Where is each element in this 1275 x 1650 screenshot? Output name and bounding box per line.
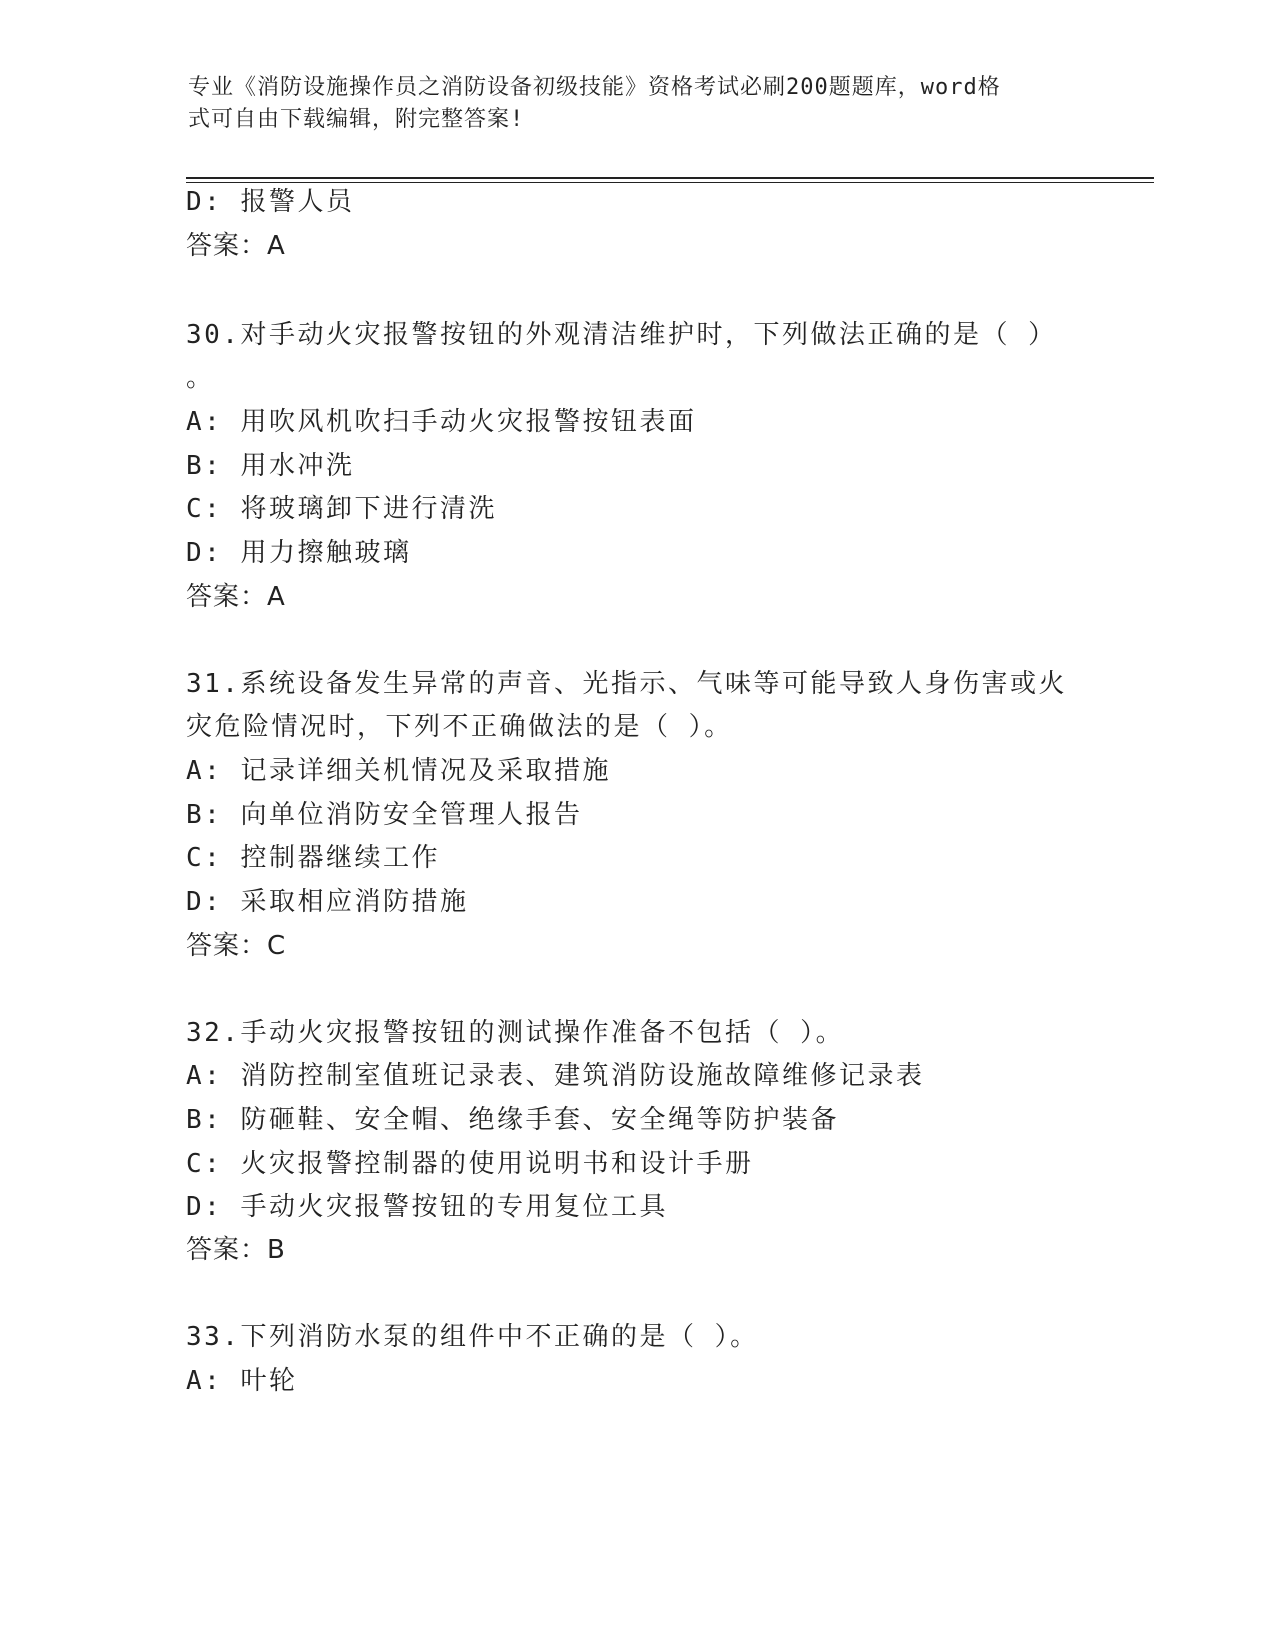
- option-d: D: 用力擦触玻璃: [186, 538, 412, 568]
- page-header: [188, 72, 1068, 136]
- answer-line: 答案：C: [186, 931, 287, 961]
- option-a: A: 叶轮: [186, 1366, 298, 1396]
- option-b: B: 用水冲洗: [186, 451, 355, 481]
- option-c: C: 控制器继续工作: [186, 843, 440, 873]
- header-line-2: 式可自由下载编辑，附完整答案!: [188, 107, 525, 132]
- option-c: C: 火灾报警控制器的使用说明书和设计手册: [186, 1149, 754, 1179]
- option-a: A: 用吹风机吹扫手动火灾报警按钮表面: [186, 407, 697, 437]
- header-divider-thin: [186, 182, 1154, 183]
- header-divider-thick: [186, 177, 1154, 179]
- option-a: A: 记录详细关机情况及采取措施: [186, 756, 611, 786]
- question-stem-continued: 灾危险情况时，下列不正确做法的是（ ）。: [186, 712, 733, 742]
- option-d: D: 报警人员: [186, 187, 355, 217]
- header-line-1: 专业《消防设施操作员之消防设备初级技能》资格考试必刷200题题库，word格: [188, 75, 1001, 100]
- question-stem: 32.手动火灾报警按钮的测试操作准备不包括（ ）。: [186, 1018, 845, 1048]
- option-d: D: 手动火灾报警按钮的专用复位工具: [186, 1192, 668, 1222]
- question-stem: 33.下列消防水泵的组件中不正确的是（ ）。: [186, 1322, 759, 1352]
- option-d: D: 采取相应消防措施: [186, 887, 469, 917]
- answer-line: 答案：A: [186, 231, 286, 261]
- option-b: B: 向单位消防安全管理人报告: [186, 800, 583, 830]
- option-b: B: 防砸鞋、安全帽、绝缘手套、安全绳等防护装备: [186, 1105, 839, 1135]
- option-c: C: 将玻璃卸下进行清洗: [186, 494, 497, 524]
- question-stem: 31.系统设备发生异常的声音、光指示、气味等可能导致人身伤害或火: [186, 669, 1067, 699]
- answer-line: 答案：B: [186, 1235, 286, 1265]
- question-stem: 30.对手动火灾报警按钮的外观清洁维护时，下列做法正确的是（ ）: [186, 320, 1057, 350]
- answer-line: 答案：A: [186, 582, 286, 612]
- option-a: A: 消防控制室值班记录表、建筑消防设施故障维修记录表: [186, 1061, 925, 1091]
- question-stem-continued: 。: [186, 363, 215, 393]
